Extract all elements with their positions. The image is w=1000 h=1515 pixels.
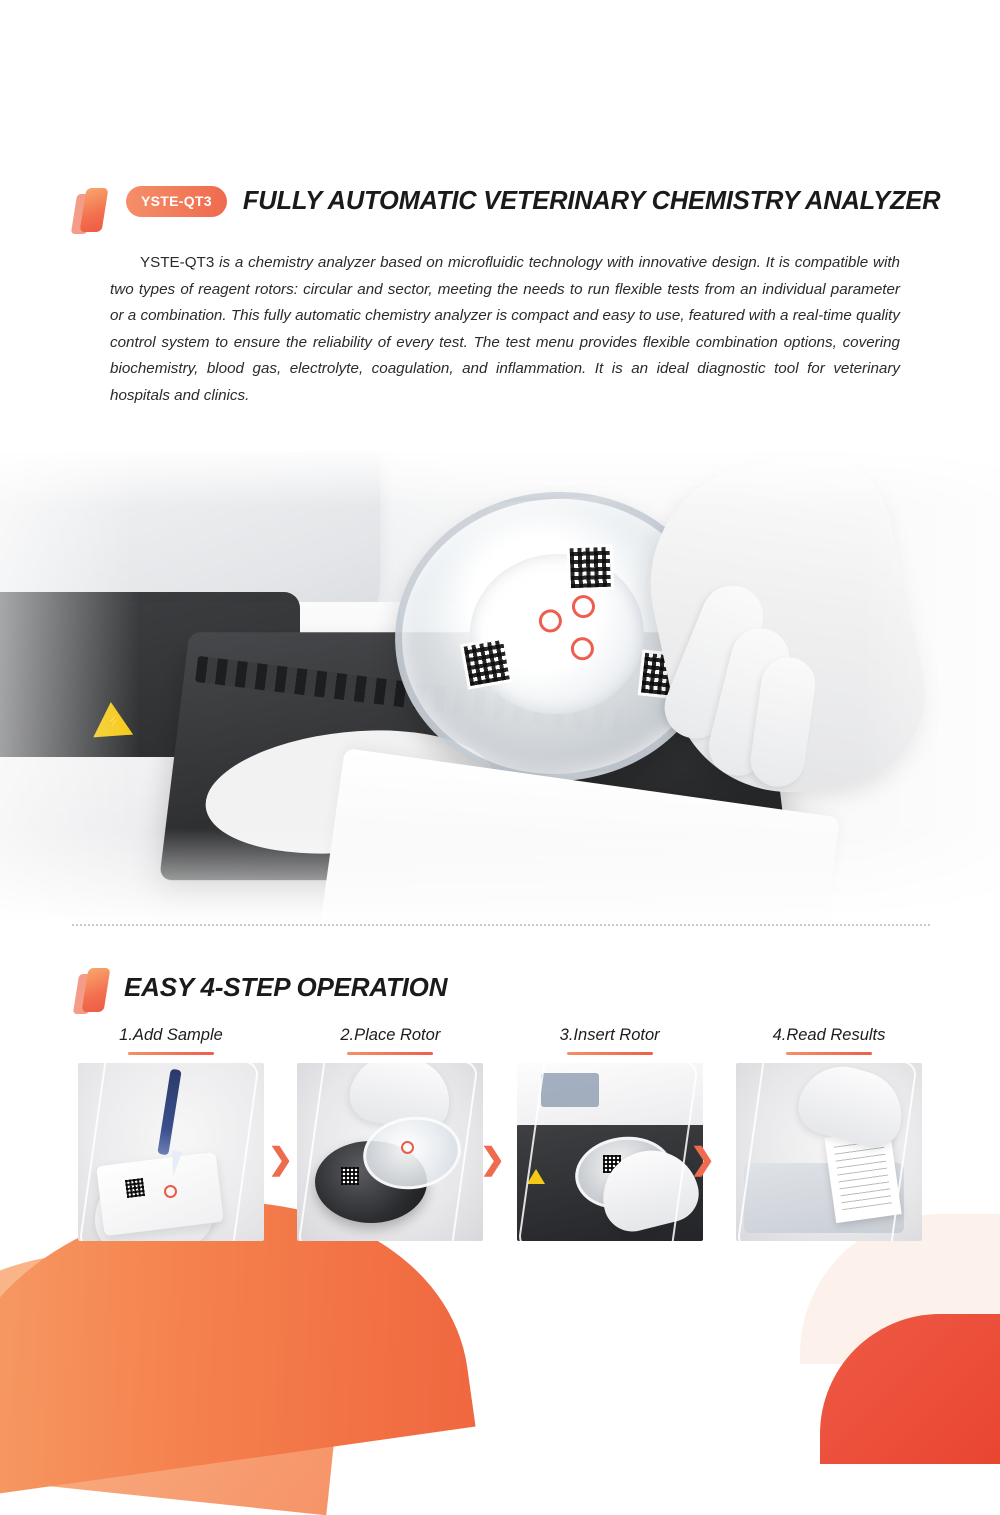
step-underline [786,1052,872,1055]
step-underline [347,1052,433,1055]
section-marker-icon [74,188,108,234]
section-marker-icon-steps [76,968,110,1014]
step-arrow-icon: ❯ [690,1143,716,1176]
step-3-photo [517,1063,703,1241]
qr-code-icon [125,1178,145,1198]
photo-vignette [0,452,1000,922]
section-divider [72,924,930,926]
step-4-photo [736,1063,922,1241]
product-photo [0,452,1000,922]
instrument-display [541,1073,599,1107]
steps-heading: EASY 4-STEP OPERATION [124,972,448,1002]
step-3 [517,1026,703,1241]
step-underline [128,1052,214,1055]
step-underline [567,1052,653,1055]
step-2-photo [297,1063,483,1241]
background-blob-red [820,1314,1000,1464]
step-1-photo [78,1063,264,1241]
pipette [157,1069,181,1156]
intro-model-name: YSTE-QT3 [140,254,215,271]
step-1 [78,1026,264,1241]
reagent-card [96,1152,224,1236]
gloved-hand [792,1063,912,1154]
warning-label-icon [527,1169,545,1184]
model-badge: YSTE-QT3 [126,186,227,217]
step-2 [297,1026,483,1241]
step-4 [736,1026,922,1241]
page-title: FULLY AUTOMATIC VETERINARY CHEMISTRY ANALYZER [242,187,941,215]
steps-row [78,1026,922,1241]
step-4-label: 4.Read Results [772,1026,886,1044]
intro-paragraph [110,250,900,409]
sample-port-icon [164,1185,177,1198]
header [126,186,940,217]
step-1-label: 1.Add Sample [119,1026,223,1044]
step-arrow-icon: ❯ [480,1143,506,1176]
qr-code-icon [341,1167,359,1185]
step-2-label: 2.Place Rotor [340,1026,441,1044]
intro-body-text: is a chemistry analyzer based on microfluidic technology with innovative design. It is compatible with two types of reagent rotors: circular and sector, meeting the needs to run flexible tests from an individual parameter or a combination. This fully automatic chemistry analyzer is compact and easy to use, featured with a real-time quality control system to ensure the reliability of every test. The test menu provides flexible combination options, covering biochemistry, blood gas, electrolyte, coagulation, and inflammation. It is an ideal diagnostic tool for veterinary hospitals and clinics. [110,254,900,404]
step-arrow-icon: ❯ [268,1143,294,1176]
step-3-label: 3.Insert Rotor [559,1026,660,1044]
